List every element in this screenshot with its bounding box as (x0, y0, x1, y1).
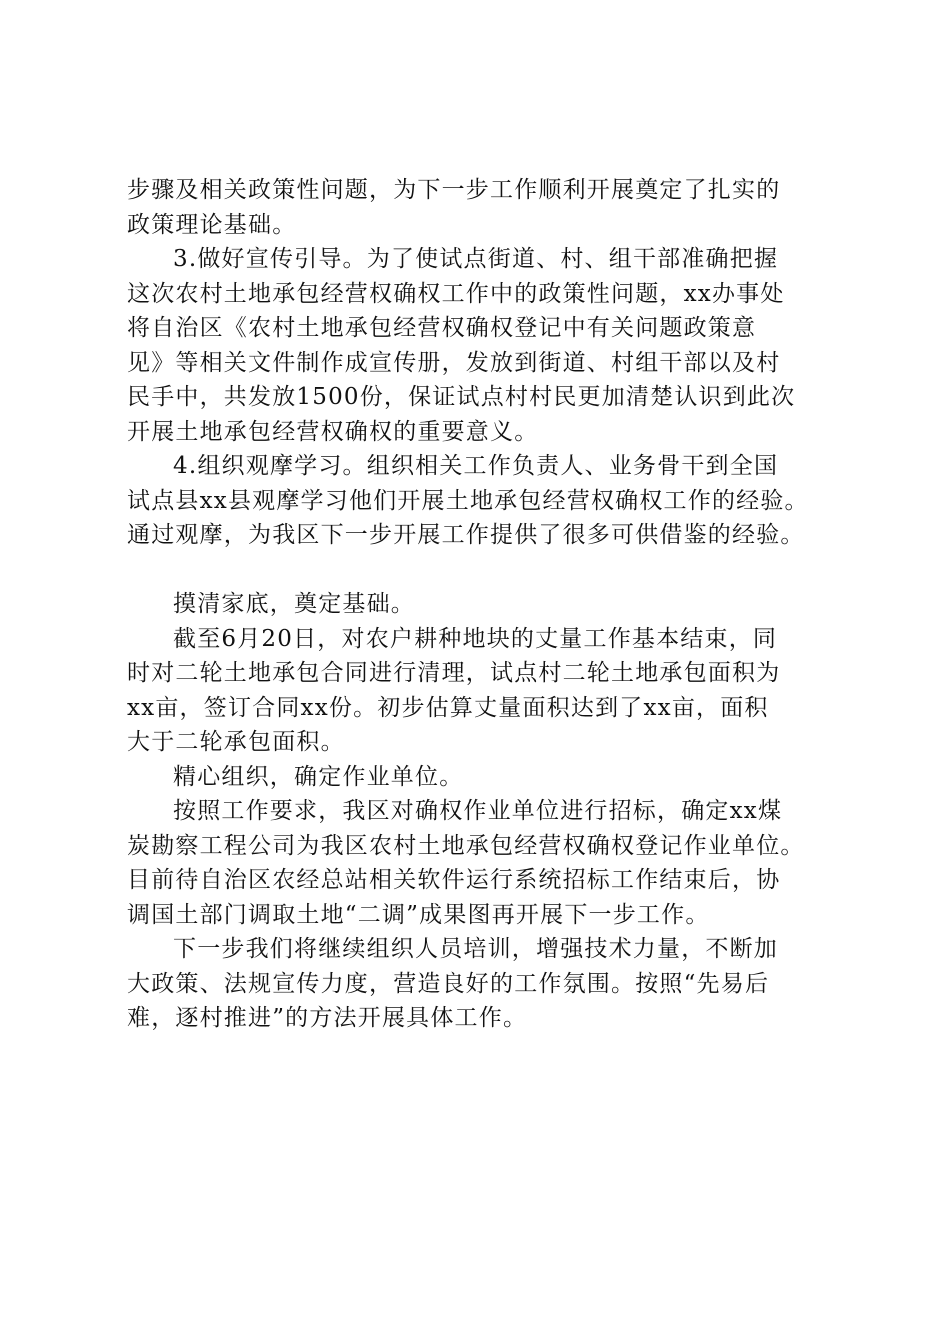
body-line: 3.做好宣传引导。为了使试点街道、村、组干部准确把握 (173, 246, 779, 272)
body-line: 4.组织观摩学习。组织相关工作负责人、业务骨干到全国 (173, 453, 779, 479)
body-line: xx亩，签订合同xx份。初步估算丈量面积达到了xx亩，面积 (127, 694, 769, 721)
body-line: 时对二轮土地承包合同进行清理，试点村二轮土地承包面积为 (127, 660, 781, 686)
body-line: 大于二轮承包面积。 (127, 729, 345, 755)
body-line: 截至6月20日，对农户耕种地块的丈量工作基本结束，同 (173, 625, 778, 652)
document-body (127, 173, 827, 1036)
body-line: 大政策、法规宣传力度，营造良好的工作氛围。按照“先易后 (127, 970, 770, 997)
body-line: 按照工作要求，我区对确权作业单位进行招标，确定xx煤 (173, 798, 783, 824)
body-line: 难，逐村推进”的方法开展具体工作。 (127, 1005, 528, 1031)
body-line: 政策理论基础。 (127, 211, 297, 238)
body-line: 目前待自治区农经总站相关软件运行系统招标工作结束后，协 (127, 867, 781, 893)
body-line: 这次农村土地承包经营权确权工作中的政策性问题，xx办事处 (127, 280, 785, 307)
body-line: 将自治区《农村土地承包经营权确权登记中有关问题政策意 (127, 315, 757, 341)
body-line: 通过观摩，为我区下一步开展工作提供了很多可供借鉴的经验。 (127, 522, 805, 548)
section-heading: 摸清家底，奠定基础。 (173, 591, 415, 617)
body-line: 民手中，共发放1500份，保证试点村村民更加清楚认识到此次 (127, 384, 796, 410)
body-line: 炭勘察工程公司为我区农村土地承包经营权确权登记作业单位。 (127, 832, 805, 859)
body-line: 下一步我们将继续组织人员培训，增强技术力量，不断加 (173, 936, 778, 962)
body-line: 调国土部门调取土地“二调”成果图再开展下一步工作。 (127, 901, 710, 928)
blank-line (127, 553, 827, 588)
body-line: 试点县xx县观摩学习他们开展土地承包经营权确权工作的经验。 (127, 487, 809, 514)
body-line: 步骤及相关政策性问题，为下一步工作顺利开展奠定了扎实的 (127, 177, 781, 203)
body-line: 开展土地承包经营权确权的重要意义。 (127, 418, 539, 445)
body-line: 见》等相关文件制作成宣传册，发放到街道、村组干部以及村 (127, 349, 781, 376)
section-heading: 精心组织，确定作业单位。 (173, 763, 464, 790)
